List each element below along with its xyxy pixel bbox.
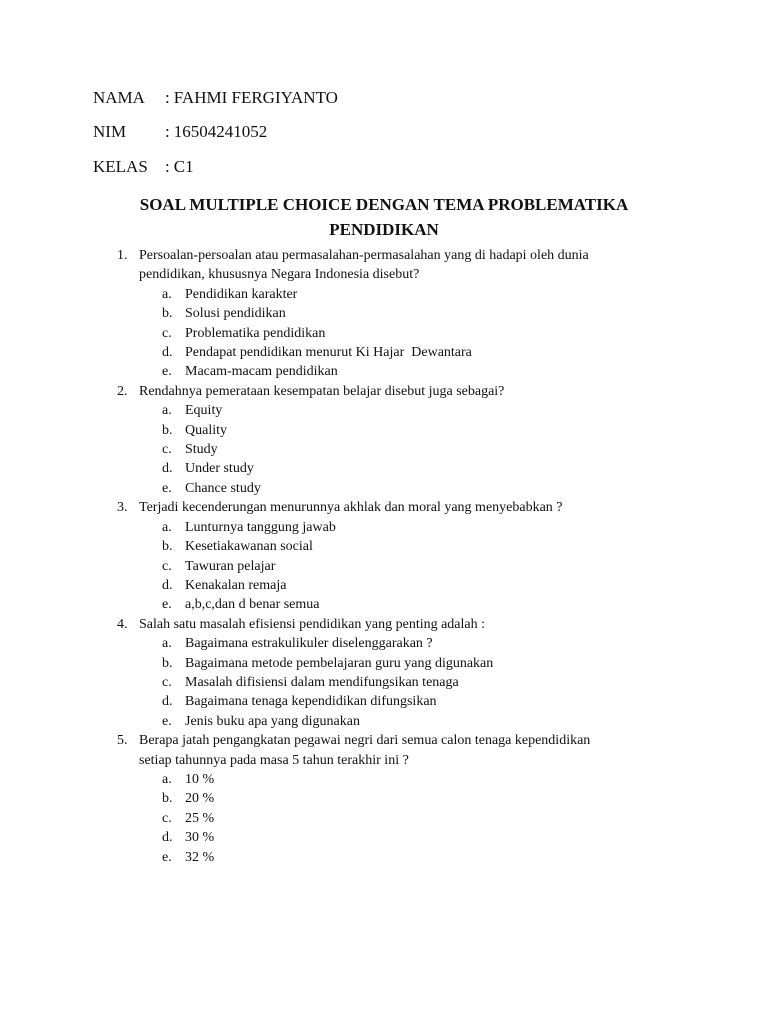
option-letter: b. <box>162 306 173 322</box>
option-letter: a. <box>162 636 172 652</box>
option-letter: d. <box>162 694 173 710</box>
option-letter: c. <box>162 674 172 690</box>
option-1e <box>0 362 768 381</box>
option-letter: a. <box>162 403 172 419</box>
question-3 <box>0 498 768 517</box>
option-letter: a. <box>162 519 172 535</box>
option-text: Under study <box>185 461 254 477</box>
option-text: Problematika pendidikan <box>185 325 326 341</box>
name-label: NAMA <box>93 88 145 107</box>
option-2e <box>0 479 768 498</box>
option-text: Solusi pendidikan <box>185 306 286 322</box>
option-1c <box>0 324 768 343</box>
option-5e <box>0 848 768 867</box>
option-text: Pendidikan karakter <box>185 286 298 302</box>
kelas-row <box>93 157 194 177</box>
option-5c <box>0 809 768 828</box>
option-letter: d. <box>162 577 173 593</box>
nim-value: 16504241052 <box>173 122 268 141</box>
question-1 <box>0 246 768 285</box>
option-text: a,b,c,dan d benar semua <box>185 597 320 613</box>
option-1d <box>0 343 768 362</box>
title-line-2: PENDIDIKAN <box>329 220 439 239</box>
question-4 <box>0 615 768 634</box>
option-letter: b. <box>162 422 173 438</box>
option-letter: c. <box>162 810 172 826</box>
title-line-1: SOAL MULTIPLE CHOICE DENGAN TEMA PROBLEMATIKA <box>139 195 629 214</box>
question-text-line-1: Rendahnya pemerataan kesempatan belajar disebut juga sebagai? <box>139 383 505 399</box>
option-letter: c. <box>162 558 172 574</box>
option-text: Lunturnya tanggung jawab <box>185 519 336 535</box>
option-letter: d. <box>162 345 173 361</box>
option-3d <box>0 576 768 595</box>
option-letter: b. <box>162 539 173 555</box>
option-text: Pendapat pendidikan menurut Ki Hajar Dewantara <box>185 345 472 361</box>
option-text: Bagaimana tenaga kependidikan difungsikan <box>185 694 437 710</box>
option-text: Tawuran pelajar <box>185 558 276 574</box>
option-text: Study <box>185 442 218 458</box>
option-3c <box>0 557 768 576</box>
option-5b <box>0 789 768 808</box>
question-number: 2. <box>117 383 128 399</box>
option-text: 32 % <box>185 849 215 865</box>
option-letter: a. <box>162 771 172 787</box>
question-2 <box>0 382 768 401</box>
option-3e <box>0 595 768 614</box>
option-letter: b. <box>162 655 173 671</box>
question-text-line-2: pendidikan, khususnya Negara Indonesia disebut? <box>139 267 420 283</box>
question-list <box>0 246 768 867</box>
option-text: Equity <box>185 403 223 419</box>
question-number: 5. <box>117 733 128 749</box>
question-text-line-2: setiap tahunnya pada masa 5 tahun terakhir ini ? <box>139 752 409 768</box>
option-2b <box>0 421 768 440</box>
option-text: Bagaimana estrakulikuler diselenggarakan ? <box>185 636 433 652</box>
option-5a <box>0 770 768 789</box>
option-4d <box>0 692 768 711</box>
option-2d <box>0 459 768 478</box>
nim-row <box>93 122 267 142</box>
option-letter: c. <box>162 442 172 458</box>
option-2c <box>0 440 768 459</box>
option-text: Kesetiakawanan social <box>185 539 313 555</box>
option-1a <box>0 285 768 304</box>
nim-separator: : <box>165 122 170 141</box>
kelas-label: KELAS <box>93 157 148 176</box>
option-text: Bagaimana metode pembelajaran guru yang digunakan <box>185 655 494 671</box>
option-text: Kenakalan remaja <box>185 577 287 593</box>
option-letter: d. <box>162 461 173 477</box>
kelas-separator: : <box>165 157 170 176</box>
question-text-line-1: Terjadi kecenderungan menurunnya akhlak dan moral yang menyebabkan ? <box>139 500 563 516</box>
option-text: Masalah difisiensi dalam mendifungsikan tenaga <box>185 674 459 690</box>
question-text-line-1: Persoalan-persoalan atau permasalahan-permasalahan yang di hadapi oleh dunia <box>139 248 589 263</box>
question-number: 1. <box>117 248 128 263</box>
document-title <box>100 192 668 242</box>
option-3b <box>0 537 768 556</box>
option-text: Quality <box>185 422 227 438</box>
option-4e <box>0 712 768 731</box>
name-separator: : <box>165 88 170 107</box>
option-text: 30 % <box>185 830 215 846</box>
nim-label: NIM <box>93 122 127 141</box>
option-letter: e. <box>162 480 172 496</box>
option-5d <box>0 828 768 847</box>
option-4c <box>0 673 768 692</box>
question-text-line-1: Salah satu masalah efisiensi pendidikan yang penting adalah : <box>139 616 486 632</box>
question-number: 4. <box>117 616 128 632</box>
option-4a <box>0 634 768 653</box>
option-letter: e. <box>162 713 172 729</box>
kelas-value: C1 <box>173 157 194 176</box>
question-text-line-1: Berapa jatah pengangkatan pegawai negri dari semua calon tenaga kependidikan <box>139 733 591 749</box>
option-text: 10 % <box>185 771 215 787</box>
option-letter: d. <box>162 830 173 846</box>
option-letter: c. <box>162 325 172 341</box>
name-row <box>93 88 338 108</box>
name-value: FAHMI FERGIYANTO <box>173 88 338 107</box>
option-3a <box>0 518 768 537</box>
option-4b <box>0 654 768 673</box>
option-text: Jenis buku apa yang digunakan <box>185 713 360 729</box>
option-2a <box>0 401 768 420</box>
option-letter: a. <box>162 286 172 302</box>
question-number: 3. <box>117 500 128 516</box>
option-letter: e. <box>162 597 172 613</box>
question-5 <box>0 731 768 770</box>
option-letter: e. <box>162 849 172 865</box>
option-text: Macam-macam pendidikan <box>185 364 338 380</box>
option-letter: e. <box>162 364 172 380</box>
option-text: 20 % <box>185 791 215 807</box>
option-1b <box>0 304 768 323</box>
option-text: 25 % <box>185 810 215 826</box>
option-letter: b. <box>162 791 173 807</box>
option-text: Chance study <box>185 480 261 496</box>
